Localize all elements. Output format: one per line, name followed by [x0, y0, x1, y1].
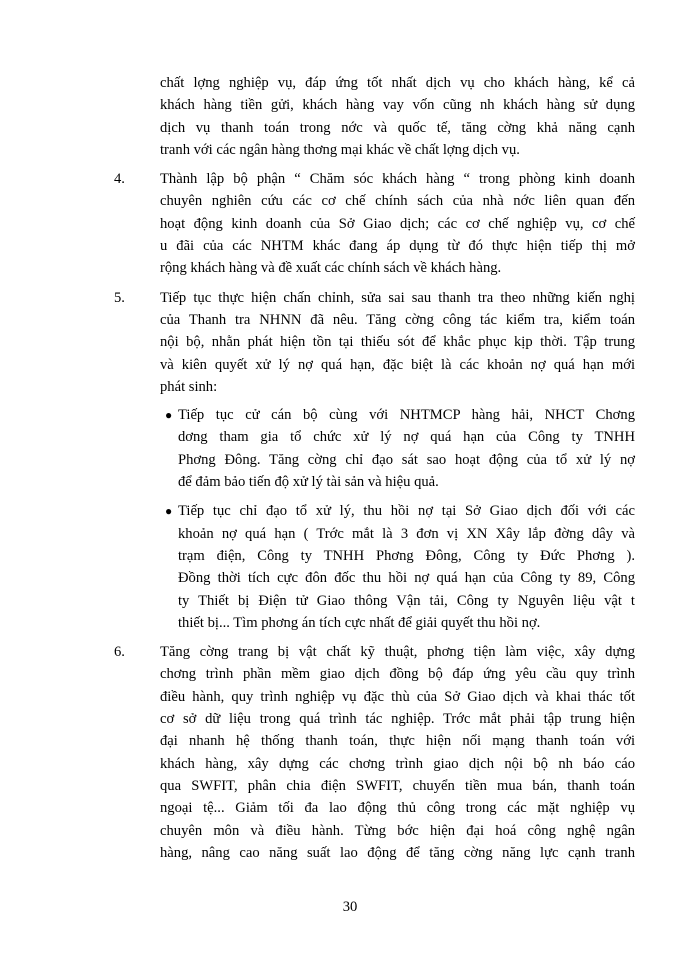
continuation-paragraph: [160, 72, 635, 161]
item-number: 4.: [114, 171, 125, 188]
text-line: và kiên quyết xử lý nợ quá hạn, đặc biệt là các khoản nợ quá hạn mới: [160, 356, 635, 373]
text-line: chuyên nghiên cứu các cơ chế chính sách của nhà nớc liên quan đến: [160, 193, 635, 210]
item-number: 6.: [114, 644, 125, 661]
bullet-item: [165, 404, 635, 493]
text-line: khoản nợ quá hạn ( Trớc mắt là 3 đơn vị XN Xây lắp đờng dây và: [178, 525, 635, 542]
text-line: của Thanh tra NHNN đã nêu. Tăng cờng công tác kiểm tra, kiểm toán: [160, 311, 635, 328]
page-content: [114, 72, 635, 864]
text-line: tranh với các ngân hàng thơng mại khác về chất lợng dịch vụ.: [160, 141, 520, 158]
text-line: thiết bị... Tìm phơng án tích cực nhất để giải quyết thu hồi nợ.: [178, 614, 541, 631]
text-line: ● Tiếp tục chỉ đạo tổ xử lý, thu hồi nợ tại Sở Giao dịch đối với các: [178, 500, 635, 522]
text-line: Đồng thời tích cực đôn đốc thu hồi nợ quá hạn của Công ty 89, Công: [178, 570, 635, 587]
list-item-5: [114, 287, 635, 634]
text-line: dịch vụ thanh toán trong nớc và quốc tế, tăng cờng khả năng cạnh: [160, 119, 635, 136]
text-line: 5. Tiếp tục thực hiện chấn chỉnh, sửa sai sau thanh tra theo những kiến nghị: [160, 287, 635, 309]
bullet-icon: ●: [165, 408, 173, 423]
text-line: trạm điện, Công ty TNHH Phơng Đông, Công ty Đức Phơng ).: [178, 547, 635, 564]
text-line: nội bộ, nhằn phát hiện tồn tại thiếu sót để khắc phục kịp thời. Tập trung: [160, 334, 635, 351]
list-item-6: [114, 641, 635, 864]
text-line: 4. Thành lập bộ phận “ Chăm sóc khách hàng “ trong phòng kinh doanh: [160, 168, 635, 190]
text-line: u đãi của các NHTM khác đang áp dụng từ đó thực hiện tiếp thị mở: [160, 238, 635, 255]
text-line: chơng trình phần mềm giao dịch đồng bộ đáp ứng yêu cầu quy trình: [160, 666, 635, 683]
text-line: hoạt động kinh doanh của Sở Giao dịch; các cơ chế nghiệp vụ, cơ chế: [160, 215, 635, 232]
text-line: để đảm bảo tiến độ xử lý tài sản và hiệu quả.: [178, 474, 439, 491]
text-line: khách hàng, xây dựng các chơng trình giao dịch nội bộ nh báo cáo: [160, 755, 635, 772]
list-item-4: [114, 168, 635, 279]
text-line: đại nhanh hệ thống thanh toán, thực hiện nối mạng thanh toán với: [160, 733, 635, 750]
text-line: phát sinh:: [160, 378, 218, 395]
text-line: Phơng Đông. Tăng cờng chỉ đạo sát sao hoạt động của tổ xử lý nợ: [178, 451, 635, 468]
text-line: ● Tiếp tục cử cán bộ cùng với NHTMCP hàng hải, NHCT Chơng: [178, 404, 635, 426]
text-line: chuyên môn và điều hành. Từng bớc hiện đại hoá công nghệ ngân: [160, 822, 635, 839]
text-line: ty Thiết bị Điện tử Giao thông Vận tải, Công ty Nguyên liệu vật t: [178, 592, 635, 609]
text-line: 6. Tăng cờng trang bị vật chất kỹ thuật, phơng tiện làm việc, xây dựng: [160, 641, 635, 663]
text-line: qua SWFIT, phân chia điện SWFIT, chuyển tiền mua bán, thanh toán: [160, 777, 635, 794]
text-line: hàng, nâng cao năng suất lao động để tăng cờng năng lực cạnh tranh: [160, 844, 635, 861]
text-line: cơ sở dữ liệu trong quá trình tác nghiệp. Trớc mắt phải tập trung hiện: [160, 711, 635, 728]
text-line: khách hàng tiền gửi, khách hàng vay vốn cũng nh khách hàng sử dụng: [160, 97, 635, 114]
text-line: rộng khách hàng và đề xuất các chính sách về khách hàng.: [160, 260, 502, 277]
text-line: điều hành, quy trình nghiệp vụ đặc thù của Sở Giao dịch và khai thác tốt: [160, 688, 635, 705]
item-number: 5.: [114, 289, 125, 306]
page-number: 30: [342, 899, 358, 915]
bullet-icon: ●: [165, 504, 173, 519]
text-line: ngoại tệ... Giảm tối đa lao động thủ công trong các mặt nghiệp vụ: [160, 800, 635, 817]
text-line: chất lợng nghiệp vụ, đáp ứng tốt nhất dịch vụ cho khách hàng, kể cả: [160, 75, 635, 91]
text-line: dơng tham gia tổ chức xử lý nợ quá hạn của Công ty TNHH: [178, 429, 635, 446]
bullet-item: [165, 500, 635, 634]
